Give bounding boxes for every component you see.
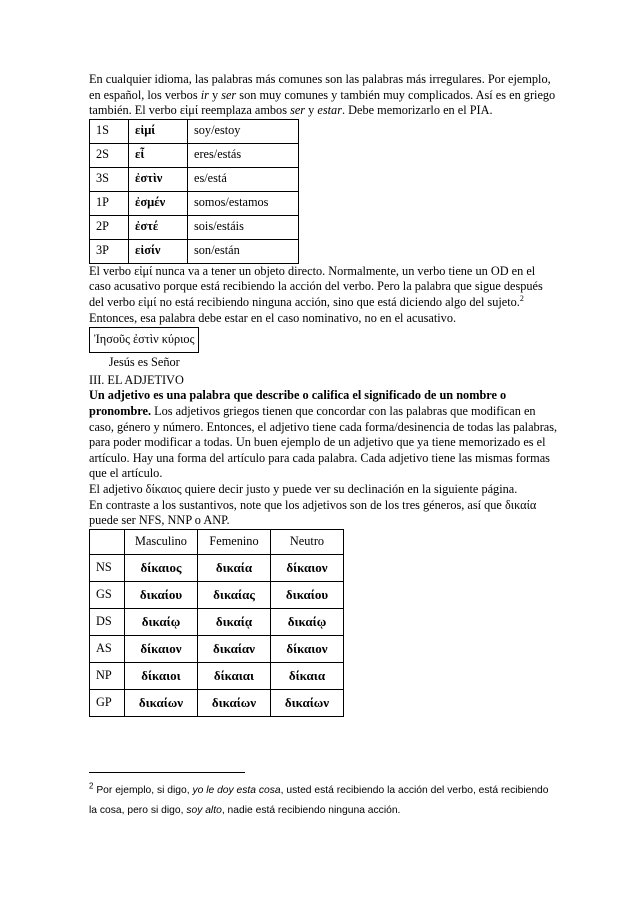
footnote-italic: soy alto <box>186 805 222 816</box>
person-cell: 2P <box>90 215 129 239</box>
masculine-cell: δίκαιοι <box>125 662 198 689</box>
person-cell: 1S <box>90 119 129 143</box>
footnote-text: , usted está recibiendo la acción del verbo, está recibiendo la cosa, pero si digo, <box>89 785 549 816</box>
footnote-text: Por ejemplo, si digo, <box>93 785 193 796</box>
table-row <box>90 239 299 263</box>
masculine-cell: δίκαιον <box>125 635 198 662</box>
table-row <box>90 215 299 239</box>
example-table <box>89 327 199 373</box>
case-cell: GP <box>90 689 125 716</box>
intro-text: y <box>208 87 222 102</box>
feminine-cell: δικαίων <box>198 689 271 716</box>
header-row <box>90 529 344 554</box>
neuter-cell: δίκαιον <box>271 635 344 662</box>
paragraph-text: Entonces, esa palabra debe estar en el caso nominativo, no en el acusativo. <box>89 310 457 325</box>
word-ser: ser <box>290 103 306 118</box>
column-header <box>90 529 125 554</box>
case-cell: GS <box>90 581 125 608</box>
section-heading: III. EL ADJETIVO <box>89 372 184 387</box>
feminine-cell: δικαίαν <box>198 635 271 662</box>
adjective-paragraph <box>89 388 559 482</box>
example-greek: Ἰησοῦς ἐστὶν κύριος <box>90 328 199 353</box>
declension-table <box>89 529 344 717</box>
word-estar: estar <box>317 103 342 118</box>
neuter-cell: δίκαιον <box>271 554 344 581</box>
table-row <box>90 143 299 167</box>
table-row <box>90 167 299 191</box>
contrast-paragraph: En contraste a los sustantivos, note que los adjetivos son de los tres géneros, así que δικαία puede ser NFS, NNP o ANP. <box>89 497 537 528</box>
feminine-cell: δίκαιαι <box>198 662 271 689</box>
paragraph-text: Los adjetivos griegos tienen que concordar con las palabras que modifican en caso, género y número. Entonces, el adjetivo tiene cada forma/desinencia de todas las palabras, para poder modificar a todas. Un buen ejemplo de un adjetivo que ya tiene memorizado es el artículo. Hay una forma del artículo para cada palabra. Cada adjetivo tiene las mismas formas que el artículo. <box>89 403 558 481</box>
table-row <box>90 608 344 635</box>
person-cell: 3S <box>90 167 129 191</box>
case-cell: NS <box>90 554 125 581</box>
table-row <box>90 662 344 689</box>
gloss-cell: sois/estáis <box>188 215 299 239</box>
column-header: Neutro <box>271 529 344 554</box>
intro-text: . Debe memorizarlo en el PIA. <box>342 103 493 118</box>
footnote <box>89 781 559 821</box>
document-page <box>89 72 559 717</box>
object-paragraph <box>89 264 559 326</box>
dikaios-paragraph: El adjetivo δίκαιος quiere decir justo y puede ver su declinación en la siguiente página. <box>89 481 518 496</box>
masculine-cell: δικαίων <box>125 689 198 716</box>
neuter-cell: δικαίων <box>271 689 344 716</box>
masculine-cell: δίκαιος <box>125 554 198 581</box>
gloss-cell: eres/estás <box>188 143 299 167</box>
greek-form-cell: ἐστὶν <box>129 167 188 191</box>
footnote-number: 2 <box>89 781 94 791</box>
gloss-cell: soy/estoy <box>188 119 299 143</box>
intro-text: En cualquier idioma, las palabras más comunes son las palabras más irregulares. Por ejemplo, en español, los verbos <box>89 72 551 102</box>
table-row <box>90 554 344 581</box>
table-row <box>90 191 299 215</box>
greek-form-cell: ἐστέ <box>129 215 188 239</box>
intro-text: y <box>305 103 318 118</box>
table-row <box>90 689 344 716</box>
footnote-divider <box>89 772 245 773</box>
greek-form-cell: εἰμί <box>129 119 188 143</box>
neuter-cell: δικαίου <box>271 581 344 608</box>
table-row <box>90 328 199 353</box>
feminine-cell: δικαία <box>198 554 271 581</box>
word-ir: ir <box>200 87 209 102</box>
footnote-reference[interactable]: 2 <box>519 293 524 303</box>
table-row <box>90 635 344 662</box>
table-row <box>90 119 299 143</box>
gloss-cell: son/están <box>188 239 299 263</box>
intro-text: son muy comunes y también muy complicados. Así es en griego también. El verbo εἰμί reemplaza ambos <box>89 87 556 118</box>
gloss-cell: somos/estamos <box>188 191 299 215</box>
case-cell: DS <box>90 608 125 635</box>
conjugation-table <box>89 119 299 264</box>
gloss-cell: es/está <box>188 167 299 191</box>
neuter-cell: δικαίῳ <box>271 608 344 635</box>
example-translation: Jesús es Señor <box>108 355 180 370</box>
greek-form-cell: εἰσίν <box>129 239 188 263</box>
paragraph-text: El verbo εἰμί nunca va a tener un objeto directo. Normalmente, un verbo tiene un OD en el caso acusativo porque está recibiendo la acción del verbo. Pero la palabra que sigue después del verbo εἰμί no está recibiendo ninguna acción, sino que está diciendo algo del sujeto. <box>89 263 543 309</box>
case-cell: AS <box>90 635 125 662</box>
masculine-cell: δικαίῳ <box>125 608 198 635</box>
person-cell: 2S <box>90 143 129 167</box>
table-row <box>90 353 199 373</box>
feminine-cell: δικαίας <box>198 581 271 608</box>
masculine-cell: δικαίου <box>125 581 198 608</box>
case-cell: NP <box>90 662 125 689</box>
footnote-text: , nadie está recibiendo ninguna acción. <box>221 805 401 816</box>
column-header: Masculino <box>125 529 198 554</box>
person-cell: 3P <box>90 239 129 263</box>
column-header: Femenino <box>198 529 271 554</box>
word-ser: ser <box>221 87 237 102</box>
feminine-cell: δικαίᾳ <box>198 608 271 635</box>
table-row <box>90 581 344 608</box>
greek-form-cell: ἐσμέν <box>129 191 188 215</box>
adjective-definition: Un adjetivo es una palabra que describe o califica el significado de un nombre o pronombre. <box>89 388 507 418</box>
intro-paragraph <box>89 72 559 119</box>
footnote-italic: yo le doy esta cosa <box>192 785 281 796</box>
greek-form-cell: εἶ <box>129 143 188 167</box>
neuter-cell: δίκαια <box>271 662 344 689</box>
person-cell: 1P <box>90 191 129 215</box>
